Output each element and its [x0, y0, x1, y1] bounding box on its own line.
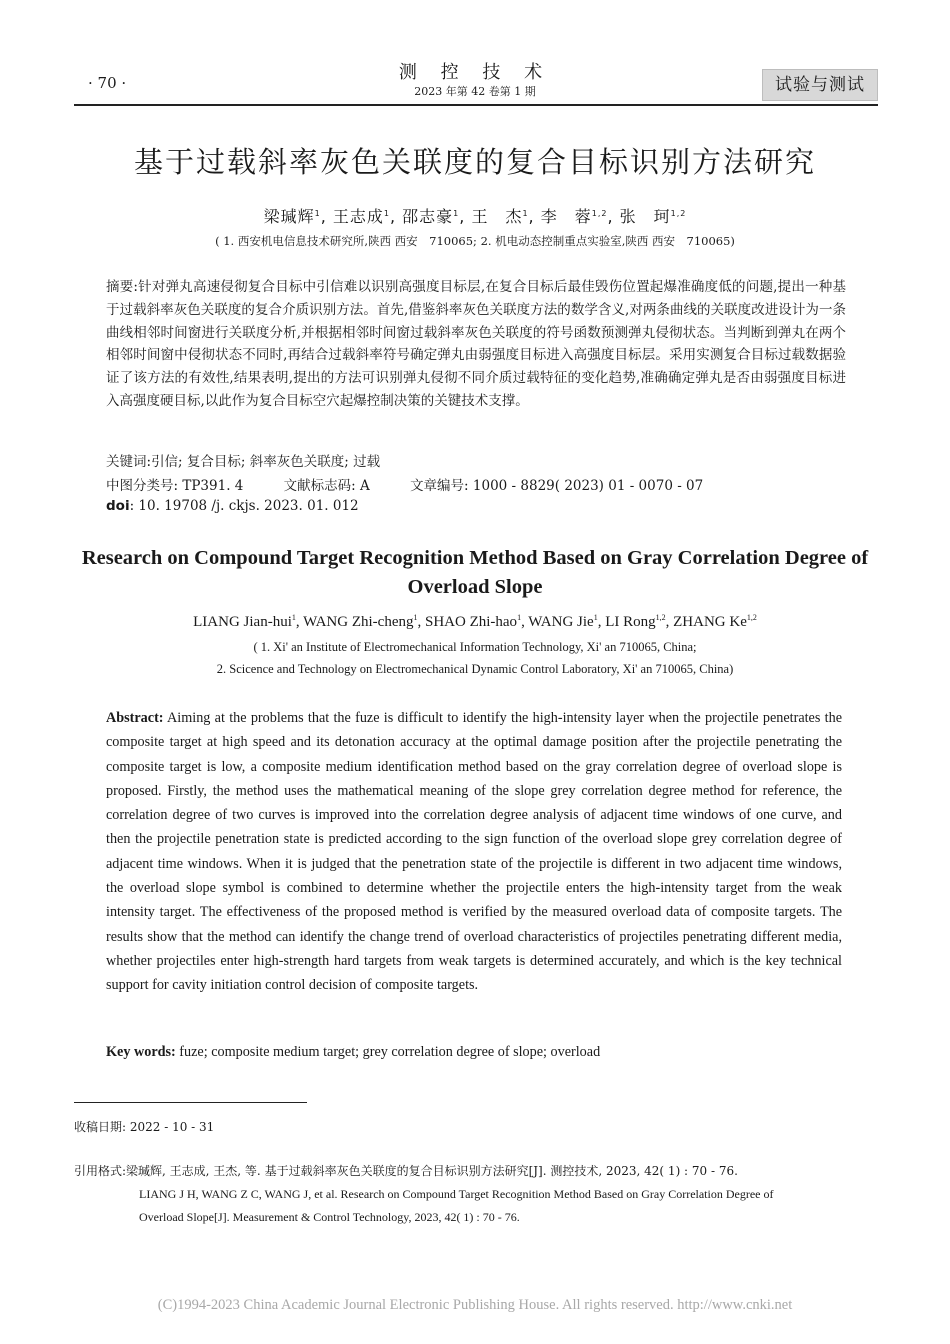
author: LI Rong [605, 614, 656, 630]
classification-row [106, 474, 703, 494]
author: 王 杰 [471, 207, 523, 226]
author-affiliation-mark: 1,2 [746, 613, 757, 622]
author: 邵志豪 [402, 207, 454, 226]
author-affiliation-mark: 1,2 [655, 613, 666, 622]
author-affiliation-mark: 1 [314, 209, 321, 218]
keywords-zh-label: 关键词: [106, 454, 152, 470]
received-date: 收稿日期: 2022 - 10 - 31 [74, 1120, 215, 1134]
journal-name: 测 控 技 术 [398, 62, 552, 83]
clc-number: 中图分类号: TP391. 4 [106, 478, 244, 494]
author: WANG Jie [528, 614, 594, 630]
paper-title-en: Research on Compound Target Recognition Method Based on Gray Correlation Degree of Overload Slope [81, 547, 869, 598]
copyright-watermark: (C)1994-2023 China Academic Journal Electronic Publishing House. All rights reserved. http://www.cnki.net [157, 1297, 793, 1313]
keywords-en-text: fuze; composite medium target; grey correlation degree of slope; overload [179, 1044, 601, 1060]
author-affiliation-mark: 1 [517, 613, 522, 622]
author: SHAO Zhi-hao [424, 614, 518, 630]
citation-en-line-2: Overload Slope[J]. Measurement & Control Technology, 2023, 42( 1) : 70 - 76. [139, 1210, 520, 1224]
paper-title-zh: 基于过载斜率灰色关联度的复合目标识别方法研究 [133, 145, 816, 179]
abstract-zh-label: 摘要: [106, 279, 138, 295]
author: LIANG Jian-hui [193, 614, 292, 630]
section-label: 试验与测试 [762, 69, 878, 101]
author-affiliation-mark: 1 [383, 209, 390, 218]
citation-zh: 梁瑊辉, 王志成, 王杰, 等. 基于过载斜率灰色关联度的复合目标识别方法研究[J]. 测控技术, 2023, 42( 1) : 70 - 76. [126, 1164, 738, 1178]
author-affiliation-mark: 1 [593, 613, 598, 622]
keywords-en [106, 1044, 600, 1061]
author-affiliation-mark: 1 [453, 209, 460, 218]
keywords-zh [106, 450, 380, 470]
author-affiliation-mark: 1 [291, 613, 296, 622]
doi-row [106, 498, 359, 514]
abstract-en [106, 706, 842, 998]
author: 王志成 [332, 207, 384, 226]
author-affiliation-mark: 1,2 [591, 209, 608, 218]
abstract-en-label: Abstract: [106, 710, 164, 726]
affiliations-zh: ( 1. 西安机电信息技术研究所,陕西 西安 710065; 2. 机电动态控制重点实验室,陕西 西安 710065) [215, 234, 735, 248]
author: WANG Zhi-cheng [303, 614, 414, 630]
doi-label: doi [106, 498, 130, 514]
author-affiliation-mark: 1 [413, 613, 418, 622]
page-number: · 70 · [88, 74, 127, 92]
abstract-en-text: Aiming at the problems that the fuze is difficult to identify the high-intensity layer when the projectile penetrates the composite target at high speed and its detonation accuracy at the optimal damage position after the projectile penetrating the composite target is low, a composite medium identification method based on the gray correlation degree of overload slope is proposed. Firstly, the method uses the mathematical meaning of the slope grey correlation degree method for reference, the correlation degree of two curves is improved into the correlation degree analysis of adjacent time windows of one curve, and then the projectile penetration state is predicted according to the sign function of the overload slope grey correlation degree of adjacent time windows. When it is judged that the penetration state of the projectile is different in two adjacent time windows, the overload slope symbol is combined to determine whether the projectile enters the high-intensity target from the weak intensity target. The effectiveness of the proposed method is verified by the measured overload data of composite targets. The results show that the method can identify the change trend of overload characteristics of projectiles penetrating different media, whether projectiles enter high-strength hard targets from weak targets is determined accurately, and which is the key technical support for cavity initiation control decision of composite targets. [106, 710, 842, 994]
authors-zh: 梁瑊辉$^1$, 王志成$^1$, 邵志豪$^1$, 王 杰$^1$, 李 蓉$^{1,2}$, 张 珂$^{1,2}$ [263, 207, 687, 226]
header-divider [74, 104, 878, 106]
affiliation-en-1: ( 1. Xi' an Institute of Electromechanical Information Technology, Xi' an 710065, China; [253, 640, 697, 654]
author: ZHANG Ke [673, 614, 747, 630]
author: 张 珂 [619, 207, 671, 226]
journal-issue: 2023 年第 42 卷第 1 期 [414, 85, 536, 98]
citation-label: 引用格式: [74, 1164, 127, 1178]
document-code: 文献标志码: A [283, 478, 370, 494]
author-affiliation-mark: 1 [522, 209, 529, 218]
doi-value[interactable]: : 10. 19708 /j. ckjs. 2023. 01. 012 [129, 498, 359, 514]
abstract-zh [106, 276, 846, 413]
citation-block [74, 1160, 884, 1229]
footnote-divider [74, 1102, 307, 1103]
keywords-en-label: Key words: [106, 1044, 176, 1060]
author: 梁瑊辉 [263, 207, 315, 226]
citation-en-line-1: LIANG J H, WANG Z C, WANG J, et al. Research on Compound Target Recognition Method Based on Gray Correlation Degree of [139, 1187, 774, 1201]
article-number: 文章编号: 1000 - 8829( 2023) 01 - 0070 - 07 [410, 478, 704, 494]
author-affiliation-mark: 1,2 [670, 209, 687, 218]
abstract-zh-text: 针对弹丸高速侵彻复合目标中引信难以识别高强度目标层,在复合目标后最佳毁伤位置起爆准确度低的问题,提出一种基于过载斜率灰色关联度的复合介质识别方法。首先,借鉴斜率灰色关联度方法的数学含义,对两条曲线的关联度改进设计为一条曲线相邻时间窗进行关联度分析,并根据相邻时间窗过载斜率灰色关联度的符号函数预测弹丸侵彻状态。当判断到弹丸在两个相邻时间窗中侵彻状态不同时,再结合过载斜率符号确定弹丸由弱强度目标进入高强度目标层。采用实测复合目标过载数据验证了该方法的有效性,结果表明,提出的方法可识别弹丸侵彻不同介质过载特征的变化趋势,准确确定弹丸是否由弱强度目标进入高强度硬目标,以此作为复合目标空穴起爆控制决策的关键技术支撑。 [106, 279, 846, 409]
affiliation-en-2: 2. Scicence and Technology on Electromechanical Dynamic Control Laboratory, Xi' an 710065, China) [216, 662, 734, 676]
author: 李 蓉 [540, 207, 592, 226]
authors-en: LIANG Jian-hui$^1$, WANG Zhi-cheng$^1$, SHAO Zhi-hao$^1$, WANG Jie$^1$, LI Rong$^{1,2}$, ZHANG Ke$^{1,2}$ [193, 613, 757, 630]
keywords-zh-text: 引信; 复合目标; 斜率灰色关联度; 过载 [151, 454, 381, 470]
